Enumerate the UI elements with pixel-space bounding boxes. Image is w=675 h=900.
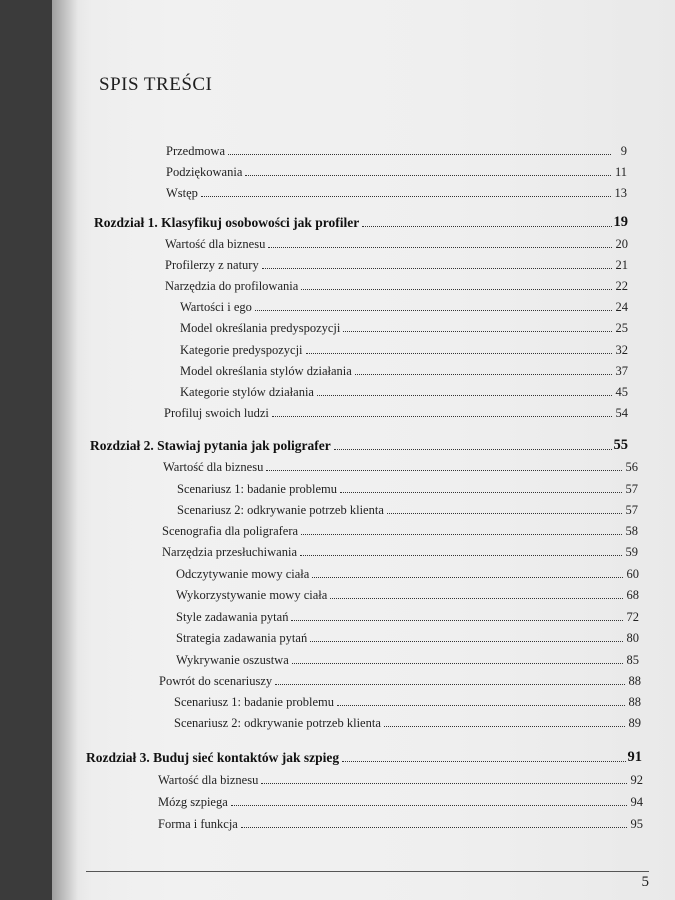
- page-title: SPIS TREŚCI: [99, 74, 213, 95]
- toc-entry-page: 80: [626, 631, 639, 645]
- toc-entry-page: 45: [615, 385, 628, 399]
- toc-entry-page: 11: [614, 165, 627, 179]
- toc-entry-label: Wartość dla biznesu: [165, 237, 266, 251]
- toc-entry-page: 85: [626, 653, 639, 667]
- leader-dots: [334, 449, 612, 450]
- toc-entry-label: Odczytywanie mowy ciała: [176, 567, 310, 581]
- toc-entry-label: Model określania predyspozycji: [180, 321, 341, 335]
- toc-chapter: [94, 211, 628, 231]
- leader-dots: [268, 247, 612, 248]
- toc-entry-label: Style zadawania pytań: [176, 610, 289, 624]
- leader-dots: [266, 470, 622, 471]
- leader-dots: [312, 577, 623, 578]
- toc-entry-label: Kategorie predyspozycji: [180, 343, 303, 357]
- table-of-contents: [52, 0, 675, 900]
- toc-entry-label: Mózg szpiega: [158, 795, 228, 809]
- toc-entry-label: Wykorzystywanie mowy ciała: [176, 588, 328, 602]
- toc-entry-page: 22: [615, 279, 628, 293]
- toc-entry: [165, 234, 628, 252]
- toc-entry: [163, 457, 638, 475]
- toc-entry-label: Scenariusz 2: odkrywanie potrzeb klienta: [174, 716, 381, 730]
- toc-entry-label: Strategia zadawania pytań: [176, 631, 308, 645]
- toc-chapter-page: 19: [613, 214, 628, 230]
- toc-entry-label: Scenariusz 2: odkrywanie potrzeb klienta: [177, 503, 384, 517]
- toc-entry-label: Narzędzia do profilowania: [165, 279, 299, 293]
- toc-entry: [166, 183, 627, 201]
- leader-dots: [245, 175, 611, 176]
- toc-entry: [158, 792, 643, 810]
- toc-entry-page: 59: [625, 545, 638, 559]
- leader-dots: [228, 154, 611, 155]
- toc-entry-label: Narzędzia przesłuchiwania: [162, 545, 297, 559]
- toc-entry-label: Wartość dla biznesu: [158, 773, 259, 787]
- toc-entry-page: 57: [625, 482, 638, 496]
- toc-entry-label: Wartości i ego: [180, 300, 252, 314]
- toc-entry: [176, 585, 639, 603]
- toc-entry-label: Profiluj swoich ludzi: [164, 406, 269, 420]
- footer-rule: [86, 871, 649, 872]
- toc-entry-label: Scenariusz 1: badanie problemu: [177, 482, 338, 496]
- leader-dots: [340, 492, 622, 493]
- toc-entry: [162, 521, 638, 539]
- leader-dots: [330, 598, 623, 599]
- toc-entry-page: 20: [615, 237, 628, 251]
- leader-dots: [343, 331, 612, 332]
- toc-entry: [177, 500, 638, 518]
- toc-entry-label: Model określania stylów działania: [180, 364, 352, 378]
- toc-entry-page: 25: [615, 321, 628, 335]
- leader-dots: [272, 416, 612, 417]
- toc-entry-label: Scenografia dla poligrafera: [162, 524, 299, 538]
- leader-dots: [275, 684, 625, 685]
- toc-entry: [180, 297, 628, 315]
- toc-entry: [176, 650, 639, 668]
- toc-entry: [159, 671, 641, 689]
- toc-entry-label: Przedmowa: [166, 144, 226, 158]
- toc-entry-page: 60: [626, 567, 639, 581]
- toc-entry: [176, 607, 639, 625]
- toc-entry: [180, 340, 628, 358]
- leader-dots: [337, 705, 625, 706]
- page-number: 5: [641, 874, 649, 890]
- toc-entry: [176, 564, 639, 582]
- toc-chapter: [90, 434, 628, 454]
- toc-entry: [176, 628, 639, 646]
- toc-entry-label: Scenariusz 1: badanie problemu: [174, 695, 335, 709]
- toc-entry: [166, 141, 627, 159]
- leader-dots: [262, 268, 612, 269]
- toc-chapter-label: Rozdział 1. Klasyfikuj osobowości jak profiler: [94, 215, 360, 230]
- leader-dots: [300, 555, 622, 556]
- toc-entry-page: 92: [630, 773, 643, 787]
- toc-entry: [174, 713, 641, 731]
- leader-dots: [291, 620, 623, 621]
- leader-dots: [384, 726, 625, 727]
- toc-entry-label: Wykrywanie oszustwa: [176, 653, 289, 667]
- toc-chapter: [86, 746, 642, 766]
- toc-entry-label: Podziękowania: [166, 165, 243, 179]
- toc-entry-page: 54: [615, 406, 628, 420]
- leader-dots: [310, 641, 623, 642]
- toc-entry-page: 24: [615, 300, 628, 314]
- toc-entry: [180, 382, 628, 400]
- toc-entry: [166, 162, 627, 180]
- toc-entry: [177, 479, 638, 497]
- toc-entry-page: 94: [630, 795, 643, 809]
- leader-dots: [317, 395, 612, 396]
- leader-dots: [255, 310, 612, 311]
- leader-dots: [342, 761, 625, 762]
- toc-entry-page: 58: [625, 524, 638, 538]
- toc-chapter-page: 55: [613, 437, 628, 453]
- leader-dots: [241, 827, 627, 828]
- toc-entry-label: Profilerzy z natury: [165, 258, 259, 272]
- toc-entry: [165, 276, 628, 294]
- toc-entry-label: Wstęp: [166, 186, 198, 200]
- toc-entry-page: 72: [626, 610, 639, 624]
- leader-dots: [201, 196, 611, 197]
- leader-dots: [301, 534, 622, 535]
- toc-entry: [158, 814, 643, 832]
- toc-entry-page: 57: [625, 503, 638, 517]
- leader-dots: [362, 226, 611, 227]
- toc-entry-page: 89: [628, 716, 641, 730]
- toc-entry: [174, 692, 641, 710]
- toc-entry-page: 9: [620, 144, 627, 158]
- toc-entry-page: 95: [630, 817, 643, 831]
- toc-entry-page: 88: [628, 674, 641, 688]
- toc-entry-label: Wartość dla biznesu: [163, 460, 264, 474]
- toc-entry: [165, 255, 628, 273]
- toc-entry-page: 88: [628, 695, 641, 709]
- toc-entry-page: 68: [626, 588, 639, 602]
- toc-entry: [180, 318, 628, 336]
- toc-chapter-label: Rozdział 2. Stawiaj pytania jak poligrafer: [90, 438, 331, 453]
- leader-dots: [231, 805, 627, 806]
- toc-entry: [164, 403, 628, 421]
- leader-dots: [387, 513, 622, 514]
- toc-entry-page: 37: [615, 364, 628, 378]
- toc-entry-label: Forma i funkcja: [158, 817, 238, 831]
- toc-entry-label: Kategorie stylów działania: [180, 385, 314, 399]
- book-page: [52, 0, 675, 900]
- toc-entry: [180, 361, 628, 379]
- leader-dots: [261, 783, 627, 784]
- toc-entry-label: Powrót do scenariuszy: [159, 674, 273, 688]
- toc-chapter-label: Rozdział 3. Buduj sieć kontaktów jak szpieg: [86, 750, 340, 765]
- toc-entry-page: 32: [615, 343, 628, 357]
- toc-entry-page: 13: [614, 186, 627, 200]
- leader-dots: [292, 663, 623, 664]
- toc-entry-page: 56: [625, 460, 638, 474]
- leader-dots: [301, 289, 612, 290]
- leader-dots: [306, 353, 612, 354]
- toc-entry: [162, 542, 638, 560]
- toc-entry-page: 21: [615, 258, 628, 272]
- toc-entry: [158, 770, 643, 788]
- toc-chapter-page: 91: [627, 749, 642, 765]
- leader-dots: [355, 374, 612, 375]
